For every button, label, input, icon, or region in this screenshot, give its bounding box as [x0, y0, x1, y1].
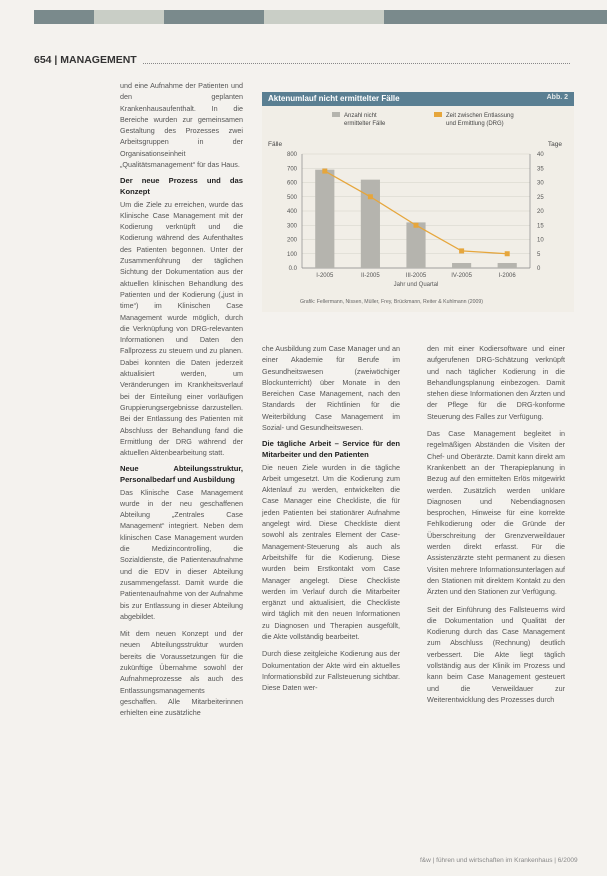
chart [262, 106, 574, 312]
y-tick-label-right: 40 [537, 152, 544, 158]
top-color-bar [34, 10, 607, 24]
x-tick-label: I-2005 [316, 273, 334, 279]
line-point [505, 251, 510, 256]
paragraph: che Ausbildung zum Case Manager und an einer Akademie für Berufe im Gesundheitswesen (zweiwöchiger Blockunterricht) über Monate in den Bereichen Case Management, nach den Standards der Richtlinien für die Weiterbildung Case Management im Sozial- und Gesundheitswesen. [262, 344, 400, 433]
y-tick-label-right: 25 [537, 194, 544, 201]
paragraph: Mit dem neuen Konzept und der neuen Abteilungsstruktur wurden bereits die Voraussetzungen für die zukünftige Übernahme sowohl der Aufnahmeprozesse als auch des Entlassungsmanagements geschaffen. Alle Mitarbeiterinnen erhielten eine zusätzliche [120, 629, 243, 718]
paragraph: Durch diese zeitgleiche Kodierung aus der Dokumentation der Akte wird ein aktuelles Informationsbild zur Fallsteuerung sichtbar. Diese Daten wer- [262, 649, 400, 693]
text-column-3 [427, 343, 565, 711]
legend-swatch-line [434, 112, 442, 117]
x-tick-label: III-2005 [405, 273, 427, 279]
x-tick-label: II-2005 [361, 273, 380, 279]
paragraph: und eine Aufnahme der Patienten und den geplanten Krankenhausaufenthalt. In die Bereiche wurden zur gemeinsamen Gestaltung des Prozesses zwei Arbeitsgruppen in der Organisationseinheit „Qualitätsmanagement“ für das Haus. [120, 81, 243, 170]
legend-label: Anzahl nicht [344, 113, 377, 119]
y-tick-label-left: 600 [286, 180, 297, 187]
y-tick-label-right: 35 [537, 166, 544, 173]
bar [315, 170, 334, 268]
top-bar-segment [264, 10, 384, 24]
y-tick-label-left: 0.0 [288, 266, 297, 272]
legend-swatch-bars [332, 112, 340, 117]
y-tick-label-right: 0 [537, 266, 541, 272]
y-tick-label-right: 15 [537, 223, 544, 230]
section-heading: Die tägliche Arbeit – Service für den Mitarbeiter und den Patienten [262, 439, 400, 459]
x-axis-label: Jahr und Quartal [393, 282, 439, 288]
paragraph: den mit einer Kodiersoftware und einer aufgerufenen DRG-Schätzung verknüpft und nach täglicher Kodierung in die Behandlungsplanung einbezogen. Damit stehen diese Informationen den Ärzten und der Pflege für die DRG-konforme Steuerung des Falles zur Verfügung. [427, 344, 565, 421]
y-tick-label-right: 10 [537, 237, 544, 244]
section-heading: Der neue Prozess und das Konzept [120, 176, 243, 196]
section-heading: Neue Abteilungsstruktur, Personalbedarf und Ausbildung [120, 464, 243, 484]
top-bar-segment [94, 10, 164, 24]
y-tick-label-left: 100 [286, 251, 297, 258]
bar [498, 263, 517, 268]
y-tick-label-right: 5 [537, 251, 541, 258]
line-point [322, 169, 327, 174]
x-tick-label: IV-2005 [451, 273, 472, 279]
line-point [459, 248, 464, 253]
x-tick-label: I-2006 [498, 273, 516, 279]
paragraph: Um die Ziele zu erreichen, wurde das Klinische Case Management mit der Kodierung verknüpft und die Kodierung während des Aufenthaltes des Patienten begonnen. Unter der Zusammenführung der täglichen Sichtung der Dokumentation aus der aktuellen klinischen Behandlung des Patienten und der Kodierung („just in time“) im Klinischen Case Management wurde möglich, durch die Verknüpfung von DRG-relevanten Informationen und Daten den Fallprozess zu steuern und zu planen. Dabei konnten die Daten jederzeit aktualisiert werden, um Veränderungen im Krankheitsverlauf bei der Einteilung einer vorläufigen Gruppierungsergebnisse darzustellen. Bei der Entlassung des Patienten mit Abschluss der Behandlung fand die Ermittlung der DRG während der aktuellen Aktenbearbeitung statt. [120, 199, 243, 458]
figure-number: Abb. 2 [546, 94, 568, 101]
line-point [414, 223, 419, 228]
text-column-2 [262, 343, 400, 700]
text-column-1 [120, 80, 243, 725]
page-footer: f&w | führen und wirtschaften im Krankenhaus | 6/2009 [420, 857, 578, 864]
y-tick-label-left: 500 [286, 194, 297, 201]
y-tick-label-left: 200 [286, 237, 297, 244]
page-header: 654 | MANAGEMENT [34, 54, 142, 66]
paragraph: Seit der Einführung des Fallsteuerns wird die Dokumentation und Qualität der Kodierung durch das Case Management zum Abschluss (Rechnung) deutlich verbessert. Die Akte liegt täglich vollständig aus der Klinik im Prozess und kann beim Case Management gesteuert und die Verweildauer zur Weiterentwicklung des Prozesses durch [427, 604, 565, 704]
figure-title: Aktenumlauf nicht ermittelter Fälle [268, 94, 400, 103]
figure-box [262, 92, 574, 312]
y-tick-label-left: 300 [286, 223, 297, 230]
y-axis-label-right: Tage [547, 141, 562, 148]
bar [452, 263, 471, 268]
figure-title-bar [262, 92, 574, 106]
line-point [368, 194, 373, 199]
y-axis-label-left: Fälle [268, 141, 283, 148]
figure-source: Grafik: Fellermann, Nissen, Müller, Frey, Brückmann, Reiter & Kuhlmann (2009) [300, 299, 483, 305]
y-tick-label-left: 800 [286, 152, 297, 158]
legend-label: und Ermittlung (DRG) [446, 121, 504, 127]
y-tick-label-right: 20 [537, 209, 544, 215]
paragraph: Die neuen Ziele wurden in die tägliche Arbeit umgesetzt. Um die Kodierung zum Aktenlauf zu werden, entwickelten die Case Manager eine Checkliste, die für jeden Patienten bei stationärer Aufnahme angelegt wird. Diese Checkliste dient sowohl als zentrales Element der Case-Management-Steuerung als auch als Arbeitshilfe für die Kodierung. Diese wurden beim Erstkontakt vom Case Manager angelegt. Diese Checkliste werden im Verlauf durch die Mitarbeiter ergänzt und aktualisiert, die Checkliste wird täglich mit den neuen Informationen zu Diagnosen und Therapien ausgefüllt, die Akte vollständig bearbeitet. [262, 462, 400, 642]
y-tick-label-left: 700 [286, 166, 297, 173]
paragraph: Das Klinische Case Management wurde in der neu geschaffenen Abteilung „Zentrales Case Management“ integriert. Neben dem klinischen Case Management wurden die Medizincontrolling, die Sozialdienste, die Patientenaufnahme und die EDV in dieser Abteilung zusammengefasst. Damit wurde die Patientenaufnahme von der Aufnahme bis zur Entlassung in dieser Abteilung abgebildet. [120, 487, 243, 621]
y-tick-label-right: 30 [537, 180, 544, 187]
legend-label: ermittelter Fälle [344, 121, 386, 127]
paragraph: Das Case Management begleitet in regelmäßigen Abständen die Visiten der Chef- und Oberärzte. Damit kann direkt am Krankenbett an der Therapieplanung in Bezug auf den ermittelten Erlös mitgewirkt werden. Zusätzlich werden unklare Diagnosen und Nebendiagnosen besprochen, Hinweise für eine korrekte Fehlkodierung oder die Gründe der Überschreitung der Grenzverweildauer werden direkt erfasst. Für die Assistenzärzte steht permanent zu diesen Visiten mehrere Informationsunterlagen auf den Stationen mit direktem Kontakt zu den Ärzten und den Stationen zur Verfügung. [427, 429, 565, 597]
y-tick-label-left: 400 [286, 209, 297, 215]
legend-label: Zeit zwischen Entlassung [446, 113, 514, 119]
